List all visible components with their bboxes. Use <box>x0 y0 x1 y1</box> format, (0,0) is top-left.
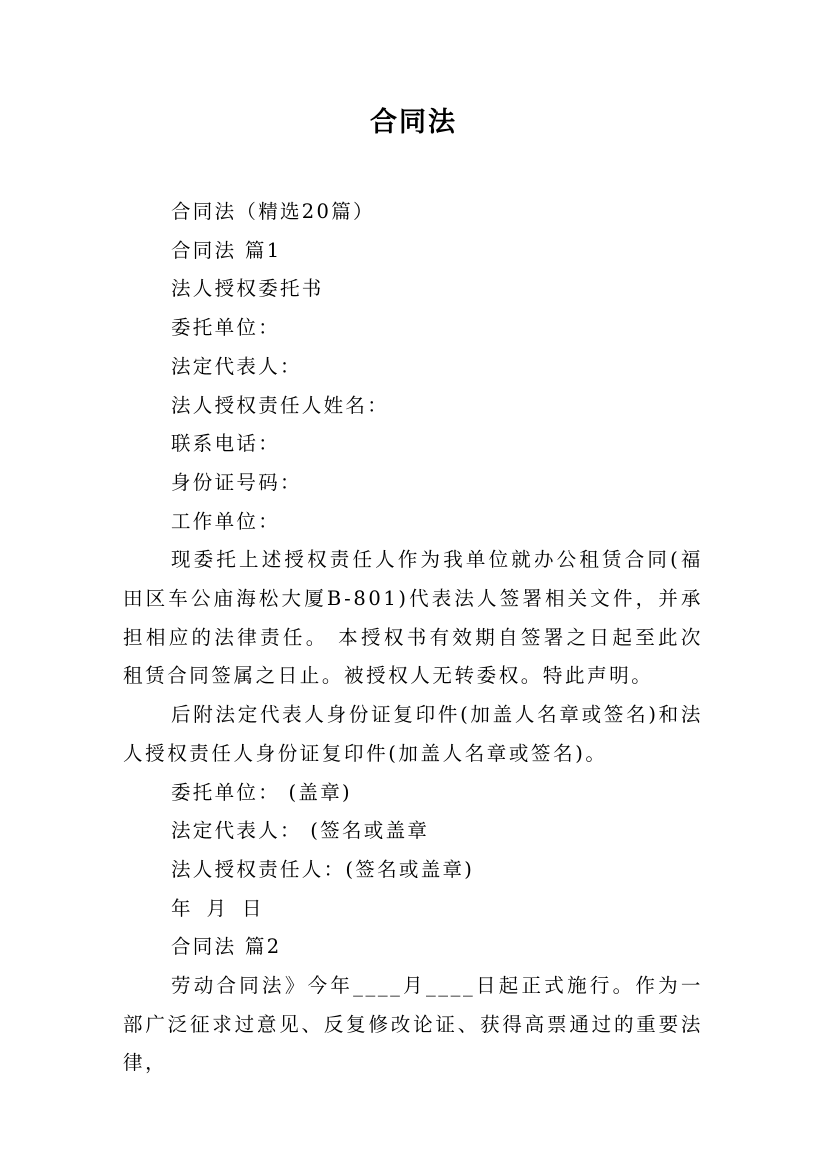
date-year: 年 <box>171 896 191 920</box>
field-entrusting-unit: 委托单位： <box>171 316 281 340</box>
date-line <box>123 890 703 929</box>
sign-entrusting-unit: 委托单位： (盖章) <box>171 780 352 804</box>
document-title: 合同法 <box>370 107 457 138</box>
field-legal-representative: 法定代表人： <box>171 354 302 378</box>
authorization-paragraph: 现委托上述授权责任人作为我单位就办公租赁合同(福田区车公庙海松大厦B-801)代表法人签署相关文件，并承担相应的法律责任。 本授权书有效期自签署之日起至此次租赁合同签属之日止。被授权人无转委权。特此声明。 <box>123 548 703 688</box>
section-2-heading: 合同法 篇2 <box>171 935 282 959</box>
sign-authorized-person: 法人授权责任人：(签名或盖章) <box>171 857 475 881</box>
date-month: 月 <box>206 896 227 920</box>
field-authorized-person-name: 法人授权责任人姓名： <box>171 393 390 417</box>
sign-legal-representative: 法定代表人： (签名或盖章 <box>171 819 430 843</box>
attachment-paragraph: 后附法定代表人身份证复印件(加盖人名章或签名)和法人授权责任人身份证复印件(加盖人名章或签名)。 <box>123 703 703 765</box>
date-day: 日 <box>242 896 262 920</box>
field-phone: 联系电话： <box>171 432 281 456</box>
letter-heading: 法人授权委托书 <box>171 277 324 301</box>
section-1-heading: 合同法 篇1 <box>171 238 282 262</box>
document-body <box>123 193 703 1083</box>
field-id-number: 身份证号码： <box>171 470 302 494</box>
collection-heading: 合同法（精选20篇） <box>171 200 375 223</box>
labor-law-paragraph: 劳动合同法》今年____月____日起正式施行。作为一部广泛征求过意见、反复修改论证、获得高票通过的重要法律， <box>123 974 703 1075</box>
field-work-unit: 工作单位： <box>171 509 281 533</box>
